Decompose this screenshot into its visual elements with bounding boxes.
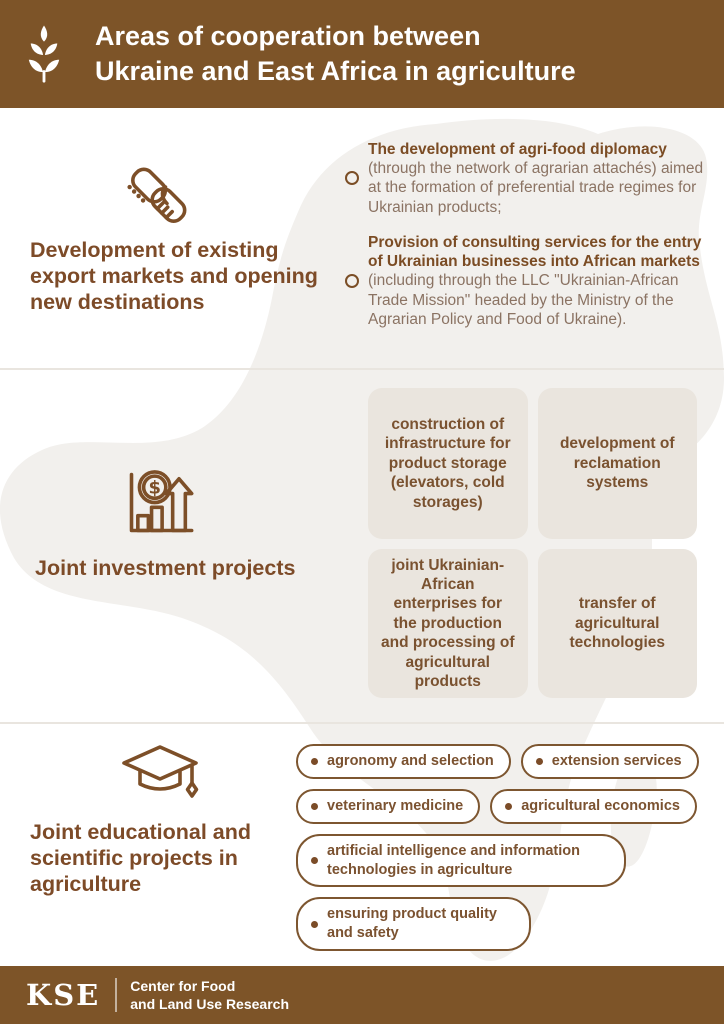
- topic-pill-label: extension services: [551, 753, 682, 769]
- page-title-line2: Ukraine and East Africa in agriculture: [95, 56, 576, 86]
- export-markets-bullet-list: [345, 140, 713, 345]
- topic-pill-ai: [296, 834, 626, 888]
- footer-divider: [115, 978, 117, 1012]
- wheat-icon: [25, 24, 63, 84]
- investment-cards-grid: [368, 388, 697, 698]
- topic-pill-economics: [490, 789, 697, 824]
- topic-pill-quality: [296, 897, 531, 951]
- dot-bullet-icon: [536, 758, 543, 765]
- bullet-rest-text: (through the network of agrarian attachés) aimed at the formation of preferential trade regimes for Ukrainian products;: [368, 160, 704, 216]
- dot-bullet-icon: [311, 803, 318, 810]
- footer-org-line1: Center for Food: [130, 977, 236, 994]
- topic-pill-label: agronomy and selection: [327, 753, 494, 769]
- topic-pill-label: ensuring product quality and safety: [327, 906, 497, 942]
- section-heading-education: Joint educational and scientific projects in agriculture: [30, 820, 251, 896]
- footer-banner: [0, 966, 724, 1024]
- topic-pill-label: veterinary medicine: [327, 797, 464, 814]
- investment-card-enterprises: joint Ukrainian-African enterprises for the production and processing of agricultural products: [368, 549, 528, 698]
- topic-pill-extension: [521, 744, 699, 779]
- graduation-cap-icon: [118, 740, 202, 806]
- section-divider: [0, 368, 724, 370]
- handshake-icon: [120, 158, 196, 234]
- page-title: [95, 19, 576, 89]
- svg-text:$: $: [148, 477, 161, 499]
- topic-pill-label: artificial intelligence and information technologies in agriculture: [327, 842, 580, 878]
- section-heading-export-markets: Development of existing export markets and opening new destinations: [30, 238, 318, 314]
- investment-card-storage: construction of infrastructure for product storage (elevators, cold storages): [368, 388, 528, 539]
- investment-growth-icon: [122, 464, 198, 540]
- bullet-bold-text: The development of agri-food diplomacy: [368, 141, 667, 158]
- circle-bullet-icon: [345, 171, 359, 185]
- page-title-line1: Areas of cooperation between: [95, 20, 481, 51]
- bullet-rest-text: (including through the LLC "Ukrainian-African Trade Mission" headed by the Ministry of the Agrarian Policy and Food of Ukraine).: [368, 272, 679, 328]
- topic-pill-agronomy: [296, 744, 511, 779]
- dot-bullet-icon: [505, 803, 512, 810]
- list-item: [345, 140, 713, 217]
- circle-bullet-icon: [345, 274, 359, 288]
- dot-bullet-icon: [311, 758, 318, 765]
- bullet-bold-text: Provision of consulting services for the entry of Ukrainian businesses into African markets: [368, 233, 702, 271]
- footer-org-line2: and Land Use Research: [130, 996, 289, 1012]
- bullet-text: [368, 233, 713, 329]
- list-item: [345, 233, 713, 329]
- section-divider: [0, 722, 724, 724]
- footer-org-name: [130, 977, 289, 1013]
- bullet-text: [368, 140, 713, 217]
- header-banner: [0, 0, 724, 108]
- dot-bullet-icon: [311, 857, 318, 864]
- investment-card-technologies: transfer of agricultural technologies: [538, 549, 698, 698]
- dot-bullet-icon: [311, 921, 318, 928]
- section-heading-investment: Joint investment projects: [35, 556, 296, 580]
- education-topics-list: [296, 744, 724, 951]
- topic-pill-label: agricultural economics: [521, 797, 680, 814]
- investment-card-reclamation: development of reclamation systems: [538, 388, 698, 539]
- topic-pill-veterinary: [296, 789, 480, 824]
- kse-logo: KSE: [26, 978, 101, 1012]
